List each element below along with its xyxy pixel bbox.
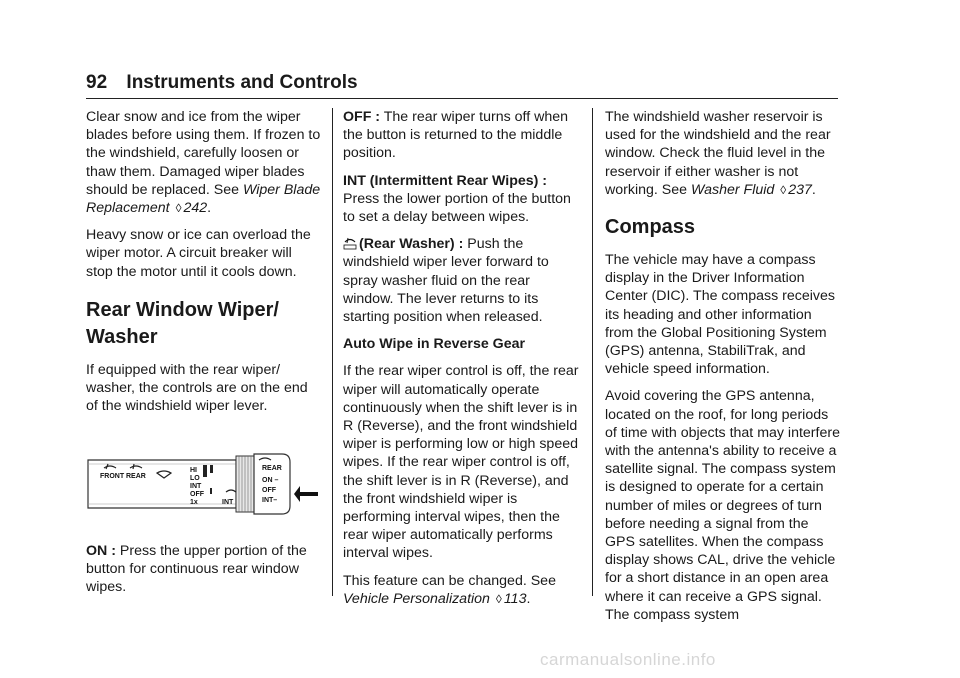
- paragraph: Clear snow and ice from the wiper blades before using them. If frozen to the windshield, carefully loosen or thaw them. Damaged wiper blades should be replaced. See Wiper Blade Replacement ◊ 242.: [86, 109, 321, 217]
- paragraph: This feature can be changed. See Vehicle Personalization ◊ 113.: [343, 572, 556, 607]
- label-on: ON –: [262, 477, 279, 485]
- label-knob-int: INT: [222, 499, 234, 507]
- link-wiper-blade-replacement[interactable]: Wiper Blade Replacement: [86, 181, 321, 217]
- paragraph: (Rear Washer) : Push the windshield wiper lever forward to spray washer fluid on the rear window. The lever returns to its starting position when released.: [343, 236, 549, 326]
- paragraph: ON : Press the upper portion of the button for continuous rear window wipes.: [86, 542, 307, 596]
- paragraph: Heavy snow or ice can overload the wiper motor. A circuit breaker will stop the motor until it cools down.: [86, 227, 311, 280]
- paragraph: Avoid covering the GPS antenna, located on the roof, for long periods of time with objects that may interfere with the antenna's ability to receive a satellite signal. The compass system is designed to operate for a certain number of miles or degrees of turn before needing a signal from the GPS satellites. When the compass display shows CAL, drive the vehicle for a short distance in an open area where it can receive a GPS signal. The compass system: [605, 388, 840, 623]
- header-rule: [86, 98, 838, 99]
- label-off-r: OFF: [262, 487, 276, 495]
- paragraph: The vehicle may have a compass display in the Driver Information Center (DIC). The compass receives its heading and other information from the Global Positioning System (GPS) antenna, StabiliTrak, and vehicle speed information.: [605, 252, 835, 378]
- column-2: [343, 108, 579, 617]
- label-hi: HI: [190, 467, 197, 475]
- paragraph: The windshield washer reservoir is used for the windshield and the rear window. Check the fluid level in the reservoir if either washer is not working. See Washer Fluid ◊ 237.: [605, 109, 831, 198]
- label-int: INT: [190, 483, 202, 491]
- page-ref[interactable]: 237: [788, 181, 812, 198]
- heading-compass: Compass: [605, 216, 696, 239]
- heading-rear-window-wiper: Rear Window Wiper/ Washer: [86, 298, 279, 348]
- column-divider: [332, 108, 333, 596]
- label-rear: REAR: [126, 473, 146, 481]
- column-divider: [592, 108, 593, 596]
- paragraph: OFF : The rear wiper turns off when the button is returned to the middle position.: [343, 109, 568, 162]
- label-off: OFF :: [343, 109, 381, 125]
- page-number: 92: [86, 72, 108, 93]
- label-int: INT (Intermittent Rear Wipes) :: [343, 172, 548, 189]
- page-ref-icon: ◊: [780, 182, 787, 197]
- subheading-auto-wipe: Auto Wipe in Reverse Gear: [343, 336, 525, 353]
- label-1x: 1x: [190, 499, 198, 507]
- paragraph: If equipped with the rear wiper/ washer, the controls are on the end of the windshield wiper lever.: [86, 361, 308, 415]
- label-int-r: INT–: [262, 497, 278, 505]
- paragraph: If the rear wiper control is off, the rear wiper will automatically operate continuously when the shift lever is in R (Reverse), and the front windshield wiper is performing low or high speed wipes. If the rear wiper control is off, the shift lever is in R (Reverse), and the front windshield wiper is performing interval wipes, then the rear wiper automatically performs interval wipes.: [343, 363, 579, 562]
- label-rear-button: REAR: [262, 465, 282, 473]
- page-ref-icon: ◊: [175, 201, 182, 216]
- label-lo: LO: [190, 475, 200, 483]
- label-off: OFF: [190, 491, 204, 499]
- section-title: Instruments and Controls: [126, 72, 358, 93]
- column-1: [86, 108, 322, 605]
- page-header: [86, 72, 372, 94]
- label-front: FRONT: [100, 473, 125, 481]
- page-ref-icon: ◊: [495, 591, 502, 606]
- watermark: carmanualsonline.info: [540, 650, 716, 669]
- wiper-lever-illustration: [86, 438, 322, 528]
- label-on: ON :: [86, 542, 116, 559]
- link-washer-fluid[interactable]: Washer Fluid: [690, 181, 775, 198]
- label-rear-washer: (Rear Washer) :: [359, 236, 464, 253]
- link-vehicle-personalization[interactable]: Vehicle Personalization: [343, 590, 490, 607]
- page-ref[interactable]: 113: [503, 590, 527, 607]
- rear-washer-icon: [343, 236, 357, 250]
- column-3: [605, 108, 841, 633]
- paragraph: INT (Intermittent Rear Wipes) : Press the lower portion of the button to set a delay between wipes.: [343, 172, 571, 226]
- page-ref[interactable]: 242: [183, 200, 208, 217]
